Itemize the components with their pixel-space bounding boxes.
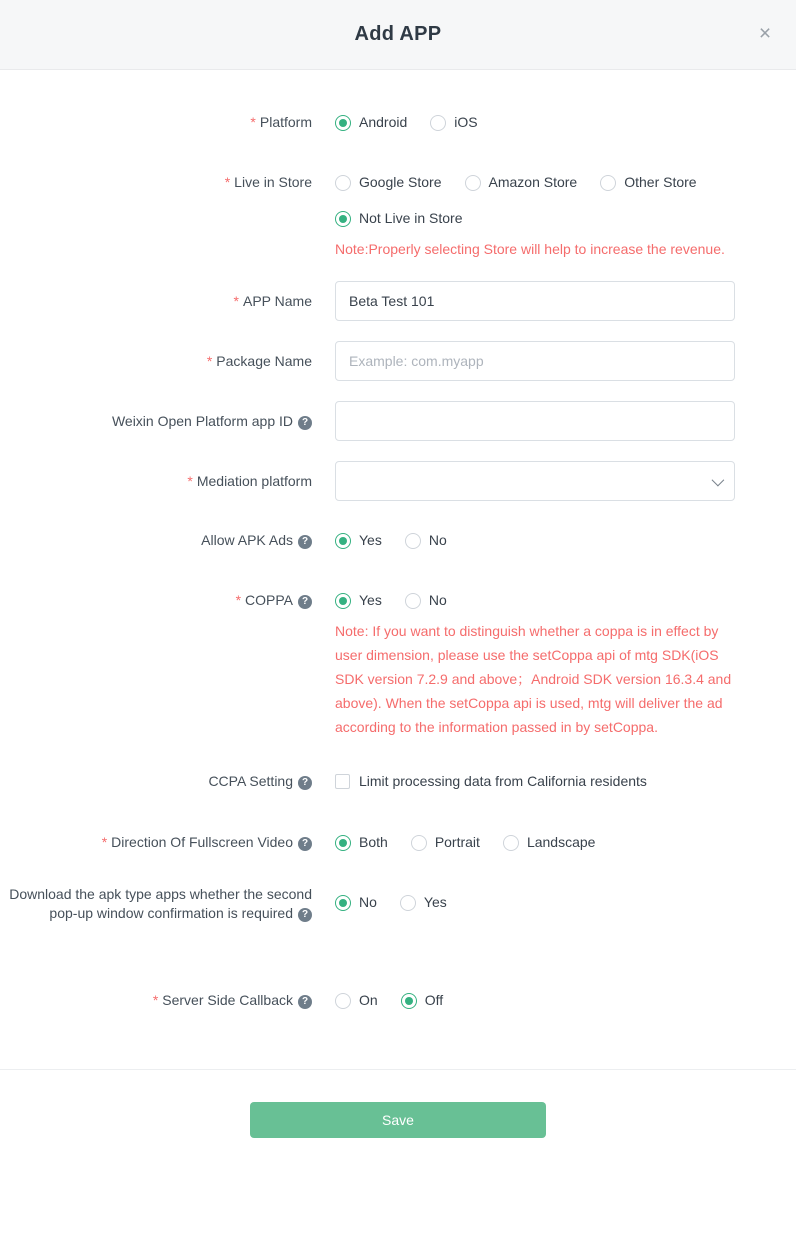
radio-direction-portrait[interactable]: [411, 833, 480, 852]
radio-label: No: [428, 592, 447, 608]
radio-label: On: [359, 992, 378, 1008]
server-side-callback-label: [0, 991, 312, 1010]
platform-label-text: Platform: [259, 114, 312, 130]
dialog-header: [0, 0, 796, 70]
radio-icon: [335, 115, 351, 131]
apk-popup-confirm-label: [0, 885, 312, 923]
radio-icon: [335, 593, 351, 609]
radio-not-live-in-store[interactable]: [335, 209, 463, 228]
live-in-store-radio-group: [335, 173, 755, 261]
allow-apk-ads-label-text: Allow APK Ads: [201, 532, 293, 548]
radio-coppa-yes[interactable]: [335, 591, 382, 610]
question-mark-icon[interactable]: ?: [298, 908, 312, 922]
question-mark-icon[interactable]: ?: [298, 776, 312, 790]
allow-apk-ads-radio-group: [335, 531, 755, 550]
required-asterisk: *: [206, 353, 213, 369]
required-asterisk: *: [152, 992, 159, 1008]
ccpa-label-text: CCPA Setting: [208, 773, 293, 789]
form-row-mediation-platform: [0, 461, 796, 501]
server-side-callback-radio-group: [335, 991, 755, 1010]
form-row-allow-apk-ads: [0, 531, 796, 550]
question-mark-icon[interactable]: ?: [298, 995, 312, 1009]
coppa-radio-group: [335, 591, 755, 610]
app-name-input[interactable]: [335, 281, 735, 321]
app-name-label: [0, 281, 312, 321]
form-row-coppa: [0, 591, 796, 739]
radio-label: Off: [424, 992, 444, 1008]
coppa-label-text: COPPA: [245, 592, 293, 608]
form-row-ccpa: [0, 772, 796, 792]
radio-label: Amazon Store: [488, 174, 578, 190]
radio-icon: [430, 115, 446, 131]
close-icon[interactable]: ×: [750, 19, 780, 49]
radio-icon: [400, 895, 416, 911]
fullscreen-direction-radio-group: [335, 833, 755, 852]
form-row-weixin-app-id: [0, 401, 796, 441]
coppa-control: [335, 591, 755, 739]
coppa-label: [0, 591, 312, 610]
form-row-apk-popup-confirm: [0, 885, 796, 923]
fullscreen-direction-label: [0, 833, 312, 852]
required-asterisk: *: [187, 473, 193, 489]
live-in-store-label: [0, 173, 312, 192]
radio-coppa-no[interactable]: [405, 591, 447, 610]
radio-label: No: [359, 894, 377, 910]
radio-label: Both: [359, 834, 388, 850]
fullscreen-direction-label-text: Direction Of Fullscreen Video: [111, 834, 293, 850]
radio-label: iOS: [454, 114, 478, 130]
radio-direction-landscape[interactable]: [503, 833, 596, 852]
server-side-callback-label-text: Server Side Callback: [162, 992, 293, 1008]
platform-label: [0, 113, 312, 132]
app-name-label-text: APP Name: [243, 293, 312, 309]
package-name-control: [335, 341, 755, 381]
save-button[interactable]: Save: [250, 1102, 546, 1138]
mediation-platform-select[interactable]: [335, 461, 735, 501]
allow-apk-ads-label: [0, 531, 312, 550]
radio-icon: [405, 593, 421, 609]
radio-icon: [405, 533, 421, 549]
radio-allow-apk-no[interactable]: [405, 531, 447, 550]
radio-icon: [335, 993, 351, 1009]
mediation-platform-label: [0, 461, 312, 501]
required-asterisk: *: [224, 174, 231, 190]
add-app-form: [0, 70, 796, 1010]
radio-callback-off[interactable]: [401, 991, 443, 1010]
form-row-server-side-callback: [0, 991, 796, 1010]
radio-label: Google Store: [359, 174, 442, 190]
live-in-store-row1: [335, 173, 755, 192]
radio-label: Other Store: [624, 174, 697, 190]
required-asterisk: *: [101, 834, 108, 850]
form-row-package-name: [0, 341, 796, 381]
question-mark-icon[interactable]: ?: [298, 416, 312, 430]
dialog-title: Add APP: [354, 23, 442, 45]
ccpa-label: [0, 772, 312, 791]
apk-popup-confirm-radio-group: [335, 885, 755, 912]
package-name-label-text: Package Name: [216, 353, 312, 369]
question-mark-icon[interactable]: ?: [298, 595, 312, 609]
form-row-platform: [0, 113, 796, 132]
form-row-live-in-store: [0, 173, 796, 261]
radio-other-store[interactable]: [600, 173, 696, 192]
radio-popup-yes[interactable]: [400, 893, 447, 912]
weixin-app-id-label: [0, 401, 312, 441]
ccpa-checkbox[interactable]: [335, 772, 647, 791]
required-asterisk: *: [235, 592, 242, 608]
ccpa-control: [335, 772, 755, 792]
radio-callback-on[interactable]: [335, 991, 378, 1010]
chevron-down-icon: [712, 473, 725, 486]
required-asterisk: *: [233, 293, 239, 309]
radio-icon: [465, 175, 481, 191]
radio-icon: [503, 835, 519, 851]
radio-icon: [335, 211, 351, 227]
form-row-fullscreen-direction: [0, 833, 796, 852]
required-asterisk: *: [250, 114, 256, 130]
radio-popup-no[interactable]: [335, 893, 377, 912]
radio-direction-both[interactable]: [335, 833, 388, 852]
mediation-platform-label-text: Mediation platform: [196, 473, 312, 489]
live-in-store-row2: [335, 209, 755, 228]
question-mark-icon[interactable]: ?: [298, 535, 312, 549]
radio-label: Android: [359, 114, 408, 130]
apk-popup-confirm-label-text: Download the apk type apps whether the second pop-up window confirmation is required: [9, 886, 312, 921]
radio-icon: [600, 175, 616, 191]
form-row-app-name: [0, 281, 796, 321]
store-note: Note:Properly selecting Store will help to increase the revenue.: [335, 241, 725, 257]
radio-label: Yes: [359, 592, 382, 608]
checkbox-label: Limit processing data from California residents: [359, 773, 647, 789]
radio-amazon-store[interactable]: [465, 173, 578, 192]
checkbox-icon: [335, 774, 350, 789]
radio-allow-apk-yes[interactable]: [335, 531, 382, 550]
mediation-platform-control: [335, 461, 755, 501]
coppa-note: Note: If you want to distinguish whether a coppa is in effect by user dimension, please use the setCoppa api of mtg SDK(iOS SDK version 7.2.9 and above；Android SDK version 16.3.4 and above). When the setCoppa api is used, mtg will deliver the ad according to the information passed in by setCoppa.: [335, 623, 732, 735]
weixin-app-id-label-text: Weixin Open Platform app ID: [111, 413, 293, 429]
platform-radio-group: [335, 113, 755, 132]
question-mark-icon[interactable]: ?: [298, 837, 312, 851]
radio-icon: [401, 993, 417, 1009]
weixin-app-id-input[interactable]: [335, 401, 735, 441]
live-in-store-label-text: Live in Store: [234, 174, 312, 190]
radio-label: Yes: [423, 894, 447, 910]
radio-icon: [335, 895, 351, 911]
radio-label: Yes: [359, 532, 382, 548]
package-name-input[interactable]: [335, 341, 735, 381]
radio-label: Portrait: [434, 834, 480, 850]
radio-label: Landscape: [526, 834, 596, 850]
radio-google-store[interactable]: [335, 173, 442, 192]
radio-icon: [411, 835, 427, 851]
app-name-control: [335, 281, 755, 321]
radio-android[interactable]: [335, 113, 407, 132]
package-name-label: [0, 341, 312, 381]
radio-icon: [335, 175, 351, 191]
radio-ios[interactable]: [430, 113, 477, 132]
radio-icon: [335, 533, 351, 549]
dialog-footer: [0, 1069, 796, 1165]
radio-icon: [335, 835, 351, 851]
radio-label: Not Live in Store: [359, 210, 463, 226]
weixin-app-id-control: [335, 401, 755, 441]
radio-label: No: [428, 532, 447, 548]
